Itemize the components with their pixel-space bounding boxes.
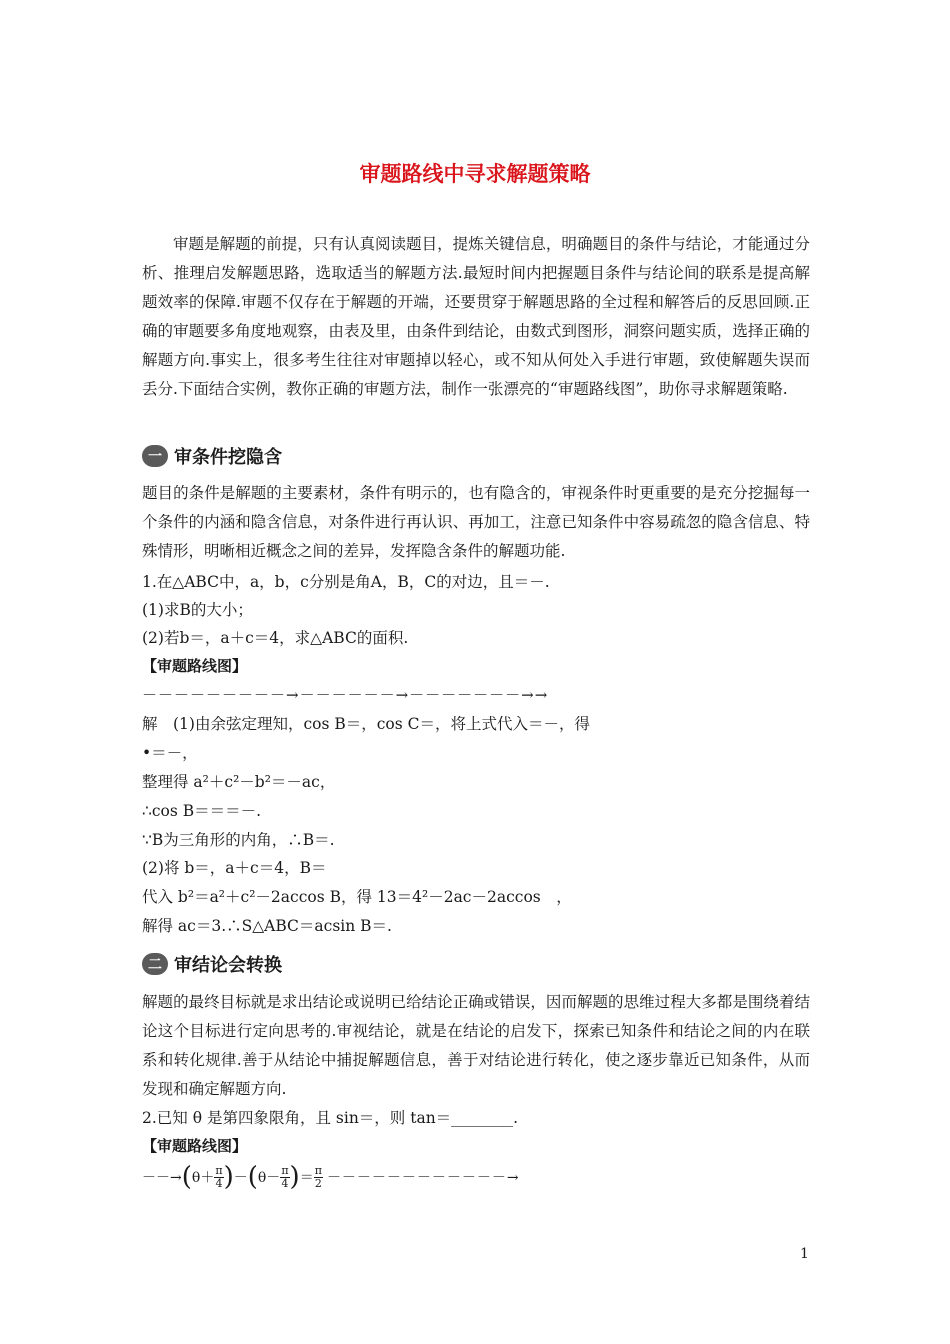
solution-line-5: ∵B为三角形的内角，∴B＝. — [142, 831, 335, 849]
page-title: 审题路线中寻求解题策略 — [359, 162, 591, 186]
formula-fraction-2-num: π — [281, 1163, 289, 1177]
formula-fraction-result — [314, 1165, 323, 1190]
formula-result-num: π — [314, 1163, 322, 1177]
page-number: 1 — [800, 1246, 809, 1262]
intro-paragraph: 审题是解题的前提，只有认真阅读题目，提炼关键信息，明确题目的条件与结论，才能通过分析、推理启发解题思路，选取适当的解题方法.最短时间内把握题目条件与结论间的联系是提高解题效率的保障.审题不仅存在于解题的开端，还要贯穿于解题思路的全过程和解答后的反思回顾.正确的审题要多角度地观察，由表及里，由条件到结论，由数式到图形，洞察问题实质，选择正确的解题方向.事实上，很多考生往往对审题掉以轻心，或不知从何处入手进行审题，致使解题失误而丢分.下面结合实例，教你正确的审题方法，制作一张漂亮的“审题路线图”，助你寻求解题策略. — [142, 235, 810, 398]
section-1-title: 审条件挖隐含 — [174, 447, 282, 468]
section-1-paragraph: 题目的条件是解题的主要素材，条件有明示的，也有隐含的，审视条件时更重要的是充分挖掘每一个条件的内涵和隐含信息，对条件进行再认识、再加工，注意已知条件中容易疏忽的隐含信息、特殊情形，明晰相近概念之间的差异，发挥隐含条件的解题功能. — [142, 484, 810, 560]
solution-line-2: •＝－， — [142, 744, 198, 762]
formula-minus: － — [233, 1170, 248, 1186]
problem-1: 1.在△ABC中，a，b，c分别是角A，B，C的对边，且＝－. — [142, 573, 550, 591]
route-line-1: －－－－－－－－－→－－－－－－→－－－－－－－→→ — [142, 686, 549, 704]
solution-line-3: 整理得 a²＋c²－b²＝－ac， — [142, 773, 336, 791]
formula-equals: ＝ — [299, 1170, 314, 1186]
formula-lead-arrow: －－→ — [142, 1170, 182, 1186]
formula-close-paren-1: ) — [223, 1162, 234, 1192]
formula-open-paren-1: ( — [181, 1162, 192, 1192]
formula-fraction-2-den: 4 — [281, 1176, 289, 1190]
formula-term-2-var: θ－ — [257, 1170, 281, 1186]
formula-fraction-1-den: 4 — [215, 1176, 223, 1190]
solution-line-6: (2)将 b＝，a＋c＝4，B＝ — [142, 859, 327, 877]
section-1-badge: 一 — [142, 445, 168, 467]
formula-result-den: 2 — [314, 1176, 322, 1190]
route-formula-2 — [142, 1162, 520, 1192]
formula-term-1-var: θ＋ — [191, 1170, 215, 1186]
section-2-paragraph: 解题的最终目标就是求出结论或说明已给结论正确或错误，因而解题的思维过程大多都是围绕着结论这个目标进行定向思考的.审视结论，就是在结论的启发下，探索已知条件和结论之间的内在联系和转化规律.善于从结论中捕捉解题信息，善于对结论进行转化，使之逐步靠近已知条件，从而发现和确定解题方向. — [142, 993, 810, 1098]
section-2-title: 审结论会转换 — [174, 955, 282, 976]
solution-line-4: ∴cos B＝＝＝－. — [142, 802, 262, 820]
route-label-2: 【审题路线图】 — [142, 1137, 248, 1155]
section-1-heading — [142, 442, 282, 470]
formula-fraction-1-num: π — [215, 1163, 223, 1177]
solution-line-7: 代入 b²＝a²＋c²－2accos B，得 13＝4²－2ac－2accos ， — [142, 888, 572, 906]
section-2-badge: 二 — [142, 953, 168, 975]
problem-1-q1: (1)求B的大小； — [142, 601, 253, 619]
problem-2: 2.已知 θ 是第四象限角，且 sin＝，则 tan＝________. — [142, 1109, 519, 1127]
section-2-heading — [142, 950, 282, 978]
formula-fraction-1 — [214, 1165, 223, 1190]
formula-fraction-2 — [280, 1165, 289, 1190]
solution-line-8: 解得 ac＝3.∴S△ABC＝acsin B＝. — [142, 917, 392, 935]
formula-tail-arrow: －－－－－－－－－－－－→ — [326, 1170, 520, 1186]
problem-1-q2: (2)若b＝，a＋c＝4，求△ABC的面积. — [142, 629, 409, 647]
route-label-1: 【审题路线图】 — [142, 657, 248, 675]
solution-line-1: 解 (1)由余弦定理知，cos B＝，cos C＝，将上式代入＝－，得 — [142, 715, 590, 733]
formula-open-paren-2: ( — [247, 1162, 258, 1192]
formula-close-paren-2: ) — [289, 1162, 300, 1192]
